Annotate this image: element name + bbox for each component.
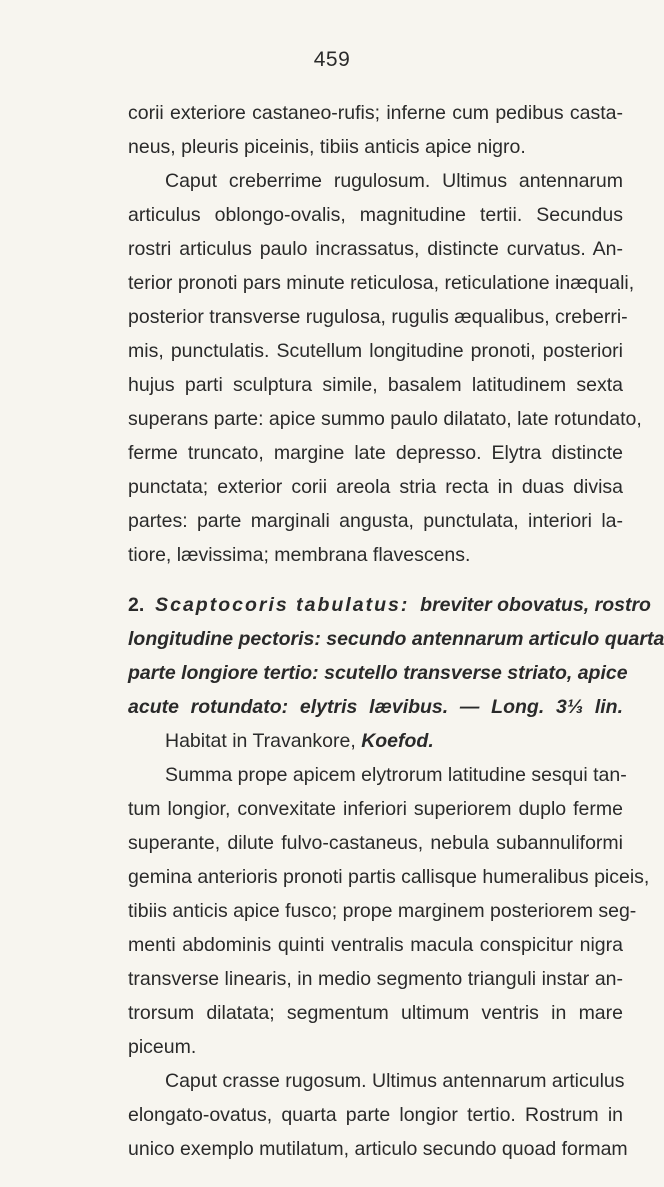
text-line: superans parte: apice summo paulo dilatato, late rotundato, — [128, 408, 642, 430]
text-line: articulus oblongo-ovalis, magnitudine tertii. Secundus — [128, 204, 623, 226]
species-heading — [128, 588, 651, 622]
text-line: elongato-ovatus, quarta parte longior tertio. Rostrum in — [128, 1104, 623, 1126]
diagnosis-line: longitudine pectoris: secundo antennarum articulo quarta — [128, 628, 664, 650]
habitat-line — [165, 724, 623, 758]
text-line: trorsum dilatata; segmentum ultimum ventris in mare — [128, 1002, 623, 1024]
species-name: Scaptocoris tabulatus: — [155, 594, 410, 616]
species-number: 2. — [128, 594, 145, 616]
text-line: partes: parte marginali angusta, punctulata, interiori la- — [128, 510, 623, 532]
text-line: posterior transverse rugulosa, rugulis æqualibus, creberri- — [128, 306, 628, 328]
text-line: Caput crasse rugosum. Ultimus antennarum articulus — [165, 1070, 625, 1092]
text-line: ferme truncato, margine late depresso. Elytra distincte — [128, 442, 623, 464]
text-line: punctata; exterior corii areola stria recta in duas divisa — [128, 476, 623, 498]
text-line: rostri articulus paulo incrassatus, distincte curvatus. An- — [128, 238, 623, 260]
text-line: superante, dilute fulvo-castaneus, nebula subannuliformi — [128, 832, 623, 854]
text-line: menti abdominis quinti ventralis macula conspicitur nigra — [128, 934, 623, 956]
text-line: transverse linearis, in medio segmento trianguli instar an- — [128, 968, 623, 990]
text-line: terior pronoti pars minute reticulosa, reticulatione inæquali, — [128, 272, 635, 294]
page-number: 459 — [313, 48, 351, 71]
text-line: gemina anterioris pronoti partis callisque humeralibus piceis, — [128, 866, 650, 888]
text-line: tum longior, convexitate inferiori superiorem duplo ferme — [128, 798, 623, 820]
diagnosis-text: breviter obovatus, rostro — [420, 594, 651, 616]
collector-name: Koefod. — [361, 730, 434, 752]
text-line: tiore, lævissima; membrana flavescens. — [128, 544, 471, 566]
text-line: corii exteriore castaneo-rufis; inferne cum pedibus casta- — [128, 102, 623, 124]
diagnosis-line: acute rotundato: elytris lævibus. — Long. 3⅓ lin. — [128, 696, 623, 718]
text-line: neus, pleuris piceinis, tibiis anticis apice nigro. — [128, 136, 526, 158]
text-line: mis, punctulatis. Scutellum longitudine pronoti, posteriori — [128, 340, 623, 362]
text-line: piceum. — [128, 1036, 197, 1058]
diagnosis-line: parte longiore tertio: scutello transverse striato, apice — [128, 662, 628, 684]
text-line: Summa prope apicem elytrorum latitudine sesqui tan- — [165, 764, 627, 786]
habitat-label: Habitat in Travankore, — [165, 730, 356, 752]
text-line: Caput creberrime rugulosum. Ultimus antennarum — [165, 170, 623, 192]
text-line: unico exemplo mutilatum, articulo secundo quoad formam — [128, 1138, 628, 1160]
text-line: tibiis anticis apice fusco; prope marginem posteriorem seg- — [128, 900, 637, 922]
text-line: hujus parti sculptura simile, basalem latitudinem sexta — [128, 374, 623, 396]
